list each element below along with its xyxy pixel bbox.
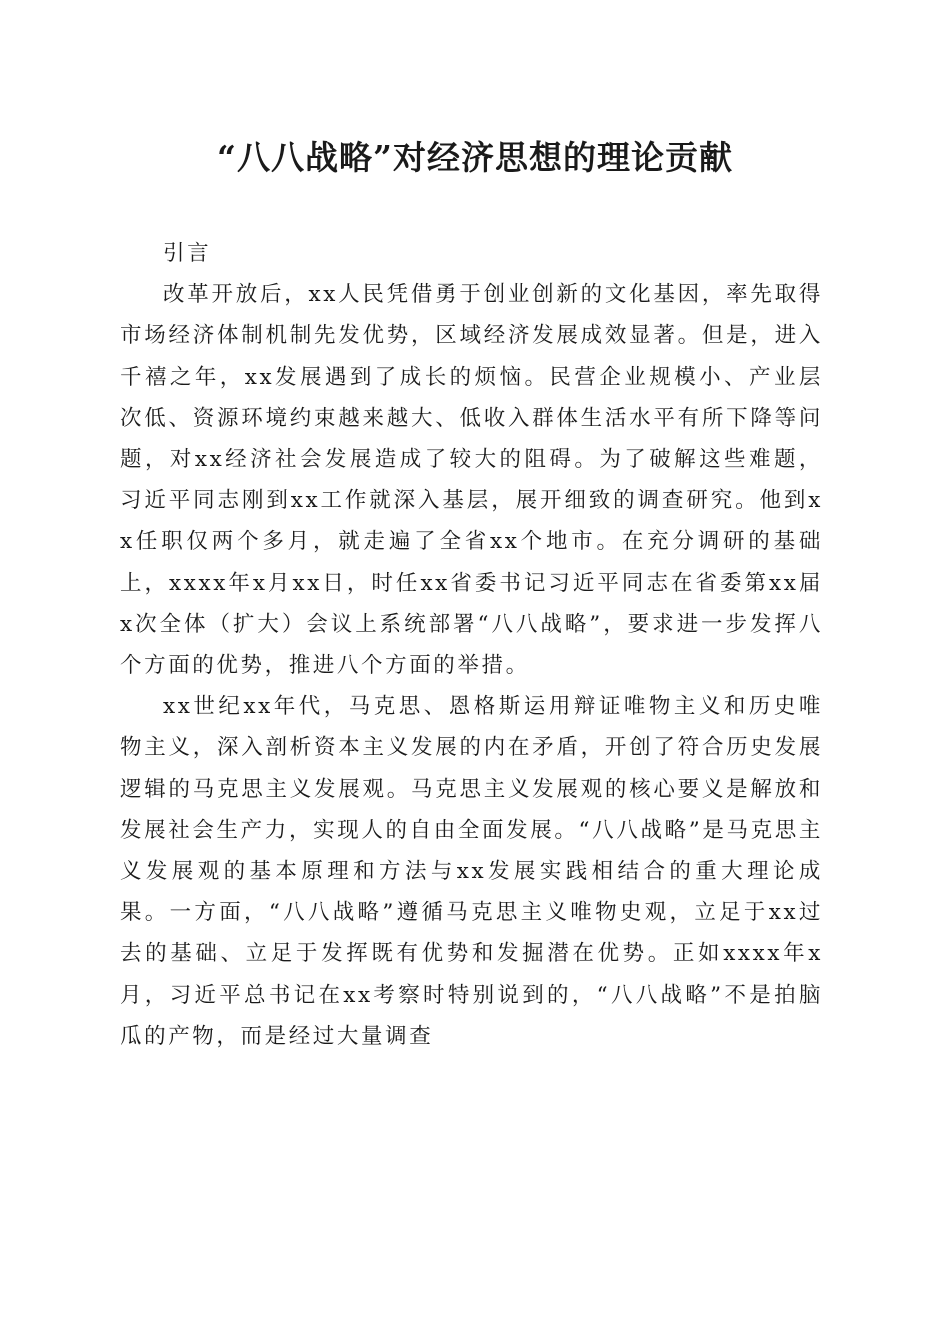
paragraph-marxist-development: xx世纪xx年代，马克思、恩格斯运用辩证唯物主义和历史唯物主义，深入剖析资本主义发展的内在矛盾，开创了符合历史发展逻辑的马克思主义发展观。马克思主义发展观的核心要义是解放和发展社会生产力，实现人的自由全面发展。“八八战略”是马克思主义发展观的基本原理和方法与xx发展实践相结合的重大理论成果。一方面，“八八战略”遵循马克思主义唯物史观，立足于xx过去的基础、立足于发挥既有优势和发掘潜在优势。正如xxxx年x月，习近平总书记在xx考察时特别说到的，“八八战略”不是拍脑瓜的产物，而是经过大量调查 (120, 694, 823, 1049)
paragraph-introduction-heading: 引言 (163, 241, 212, 266)
document-title: “八八战略”对经济思想的理论贡献 (217, 138, 733, 177)
document-body (120, 233, 823, 1057)
paragraph-background: 改革开放后，xx人民凭借勇于创业创新的文化基因，率先取得市场经济体制机制先发优势，区域经济发展成效显著。但是，进入千禧之年，xx发展遇到了成长的烦恼。民营企业规模小、产业层次低、资源环境约束越来越大、低收入群体生活水平有所下降等问题，对xx经济社会发展造成了较大的阻碍。为了破解这些难题，习近平同志刚到xx工作就深入基层，展开细致的调查研究。他到xx任职仅两个多月，就走遍了全省xx个地市。在充分调研的基础上，xxxx年x月xx日，时任xx省委书记习近平同志在省委第xx届x次全体（扩大）会议上系统部署“八八战略”，要求进一步发挥八个方面的优势，推进八个方面的举措。 (120, 282, 823, 679)
